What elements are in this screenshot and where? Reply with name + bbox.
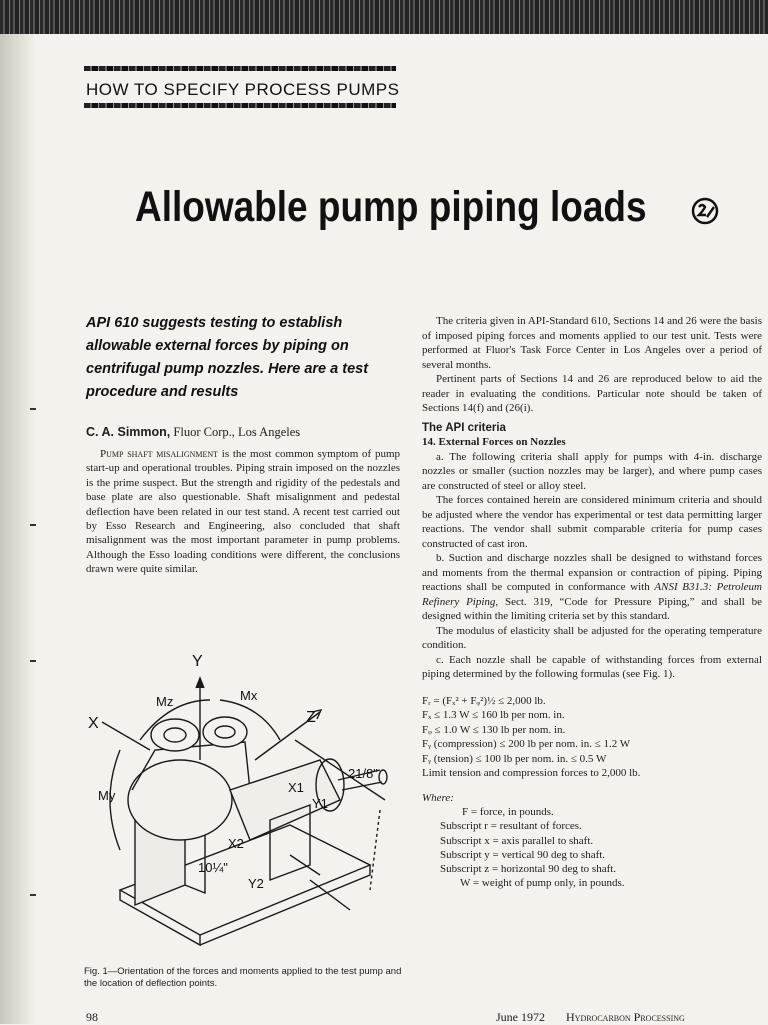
definition: Subscript r = resultant of forces. [440, 820, 582, 833]
paragraph: Pertinent parts of Sections 14 and 26 are reproduced below to aid the reader in evaluating the conditions. Particular note should be taken of Sections 14(f) and (26(i). [422, 373, 762, 414]
dimension-label-2: 10¼" [198, 860, 228, 875]
paragraph [422, 551, 762, 624]
citation: ANSI B31.3: Petroleum Refinery Piping, [422, 581, 762, 608]
point-label-x2: X2 [228, 836, 244, 851]
issue-date: June 1972 [496, 1010, 545, 1024]
left-body-text: is the most common symptom of pump start-up and operational troubles. Piping strain imposed on the nozzles is the prime suspect. But the strength and rigidity of the pedestals and base plate are also questionable. Shaft misalignment and pedestal deflection have been related in our test stand. A recent test carried out by Esso Research and Engineering, also concluded that shaft misalignment was the most important parameter in pump problems. Although the Esso loading conditions were different, the conclusions drawn were quite similar. [86, 448, 400, 576]
definition: F = force, in pounds. [462, 806, 554, 818]
pump-orientation-figure [80, 650, 410, 950]
figure-caption: Fig. 1—Orientation of the forces and moments applied to the test pump and the location of deflection points. [84, 966, 402, 989]
paragraph: a. The following criteria shall apply for pumps with 4-in. discharge nozzles or smaller (suction nozzles may be larger), and where pump cases are constructed of steel or alloy steel. [422, 450, 762, 492]
section-heading: The API criteria [422, 421, 506, 434]
formula: Limit tension and compression forces to 2,000 lb. [422, 767, 641, 779]
paragraph: c. Each nozzle shall be capable of withstanding forces from external piping determined by the following formulas (see Fig. 1). [422, 653, 762, 680]
axis-label-y: Y [192, 653, 203, 670]
right-column-text [422, 314, 762, 891]
left-column-text [86, 447, 400, 577]
formula: Fᵩ ≤ 1.0 W ≤ 130 lb per nom. in. [422, 723, 566, 736]
author-name: C. A. Simmon, [86, 425, 171, 439]
text-run: b. Suction and discharge nozzles shall be designed to withstand forces and moments from the thermal expansion or contraction of piping. Piping reactions shall be computed in conformance with [422, 552, 762, 593]
journal-name: Hydrocarbon Processing [566, 1010, 685, 1024]
formula-list [422, 694, 762, 781]
moment-label-mz: Mz [156, 694, 174, 709]
moment-label-mx: Mx [240, 688, 258, 703]
definition: Subscript y = vertical 90 deg to shaft. [440, 848, 606, 861]
formula: Fₓ ≤ 1.3 W ≤ 160 lb per nom. in. [422, 709, 565, 721]
text-run: Sect. 319, “Code for Pressure Piping,” and shall be designed within the limiting criteria set by this standard. [422, 595, 762, 622]
moment-label-my: My [98, 788, 116, 803]
definition: Subscript z = horizontal 90 deg to shaft. [440, 863, 617, 876]
author-line [86, 425, 300, 440]
author-affiliation: Fluor Corp., Los Angeles [173, 425, 301, 439]
dimension-label-1: 21/8" [348, 766, 378, 781]
definition: Subscript x = axis parallel to shaft. [440, 834, 594, 847]
paragraph: The modulus of elasticity shall be adjusted for the operating temperature condition. [422, 624, 762, 651]
point-label-y1: Y1 [312, 796, 328, 811]
article-deck: API 610 suggests testing to establish allowable external forces by piping on centrifugal pump nozzles. Here are a test procedure and results [86, 315, 369, 400]
definition: W = weight of pump only, in pounds. [460, 877, 625, 890]
paragraph: The criteria given in API-Standard 610, Sections 14 and 26 were the basis of imposed piping forces and moments applied to our test unit. Tests were performed at Fluor's Task Force Center in Los Angeles over a period of several months. [422, 315, 762, 371]
point-label-x1: X1 [288, 780, 304, 795]
publisher-logo-icon [690, 196, 720, 226]
scan-top-edge [0, 0, 768, 34]
footer-issue [496, 1010, 685, 1025]
axis-label-z: Z [306, 709, 316, 726]
page-number: 98 [86, 1010, 98, 1024]
header-rule-bottom [84, 103, 396, 108]
formula: Fᵣ = (Fₓ² + Fᵩ²)½ ≤ 2,000 lb. [422, 694, 546, 707]
definition-list [422, 805, 762, 891]
formula: Fᵧ (tension) ≤ 100 lb per nom. in. ≤ 0.5 W [422, 752, 607, 765]
article-title: Allowable pump piping loads [135, 183, 647, 231]
header-rule-top [84, 66, 396, 71]
formula: Fᵧ (compression) ≤ 200 lb per nom. in. ≤ 1.2 W [422, 738, 631, 750]
lead-in: Pump shaft misalignment [100, 448, 219, 460]
paragraph: The forces contained herein are considered minimum criteria and should be adjusted where the vendor has experimental or test data permitting larger reactions. The vendor shall submit comparable criteria for pump cases constructed of cast iron. [422, 494, 762, 550]
section-header: HOW TO SPECIFY PROCESS PUMPS [86, 80, 400, 99]
scan-binding-edge [0, 34, 36, 1024]
where-label: Where: [422, 791, 454, 804]
subsection-heading: 14. External Forces on Nozzles [422, 436, 566, 448]
point-label-y2: Y2 [248, 876, 264, 891]
axis-label-x: X [88, 715, 99, 732]
